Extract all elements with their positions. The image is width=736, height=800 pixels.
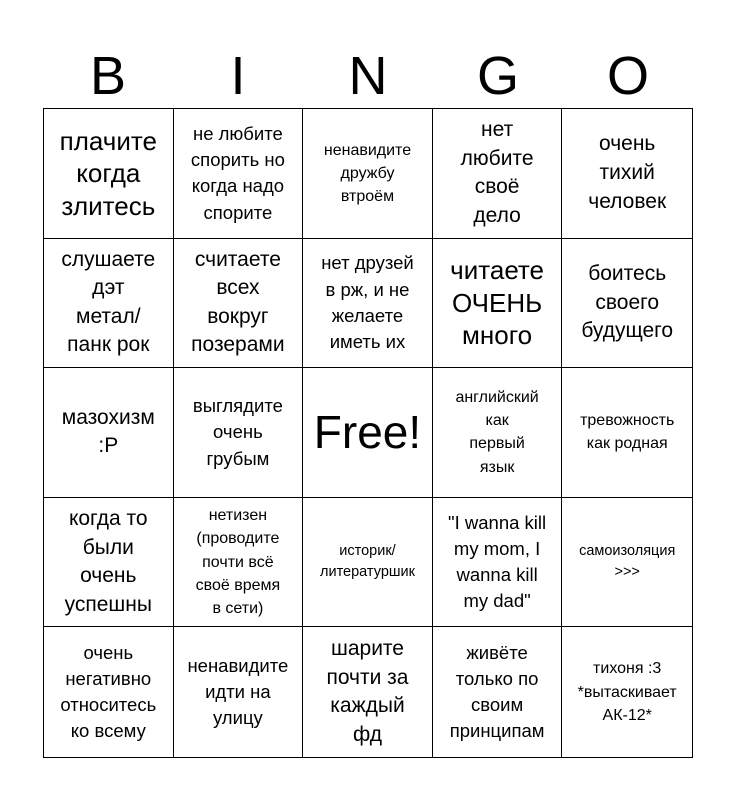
cell-text: шарите почти за каждый фд [326,637,409,746]
bingo-cell-r4c4[interactable] [433,498,563,628]
bingo-cell-r1c2[interactable] [174,109,304,239]
cell-text: историк/ литературшик [320,543,415,581]
cell-text: ненавидите дружбу втроём [323,141,412,205]
bingo-cell-r4c1[interactable] [44,498,174,628]
cell-text: "I wanna kill my mom, I wanna kill my dad" [448,511,547,612]
cell-text: очень тихий человек [588,132,667,213]
header-letter-b: B [89,46,127,106]
bingo-cell-r4c2[interactable] [174,498,304,628]
cell-text: когда то были очень успешны [64,507,152,616]
bingo-cell-r3c2[interactable] [174,368,304,498]
cell-text: мазохизм :P [61,405,155,458]
bingo-cell-r4c3[interactable] [303,498,433,628]
bingo-cell-r2c3[interactable] [303,239,433,369]
header-letter-i: I [230,46,246,106]
cell-text: тихоня :3 *вытаскивает АК-12* [577,660,677,724]
bingo-cell-r1c3[interactable] [303,109,433,239]
free-space-text: Free! [313,406,422,459]
bingo-cell-r5c2[interactable] [174,627,304,757]
cell-text: тревожность как родная [580,412,675,453]
cell-text: боитесь своего будущего [581,262,674,343]
bingo-cell-r5c5[interactable] [562,627,692,757]
cell-text: очень негативно относитесь ко всему [60,641,157,742]
bingo-cell-r2c4[interactable] [433,239,563,369]
bingo-cell-r3c4[interactable] [433,368,563,498]
bingo-cell-r5c3[interactable] [303,627,433,757]
header-letter-g: G [476,46,519,106]
bingo-cell-r5c1[interactable] [44,627,174,757]
cell-text: слушаете дэт метал/ панк рок [61,247,156,357]
bingo-cell-r3c1[interactable] [44,368,174,498]
cell-text: ненавидите идти на улицу [187,654,289,729]
cell-text: плачите когда злитесь [59,125,157,221]
header-letter-o: O [606,46,649,106]
bingo-cell-r1c5[interactable] [562,109,692,239]
bingo-cell-r4c5[interactable] [562,498,692,628]
bingo-cell-r2c5[interactable] [562,239,692,369]
cell-text: живёте только по своим принципам [449,641,545,742]
cell-text: считаете всех вокруг позерами [191,247,285,357]
cell-text: нет любите своё дело [460,118,534,227]
bingo-board [43,108,693,758]
bingo-cell-r2c2[interactable] [174,239,304,369]
header-letter-n: N [348,46,388,106]
cell-text: выглядите очень грубым [192,395,283,469]
bingo-cell-r3c5[interactable] [562,368,692,498]
bingo-cell-r5c4[interactable] [433,627,563,757]
cell-text: самоизоляция >>> [579,543,676,581]
bingo-cell-r1c1[interactable] [44,109,174,239]
cell-text: не любите спорить но когда надо спорите [190,122,285,223]
cell-text: нетизен (проводите почти всё своё время в сети) [195,507,281,617]
bingo-cell-r1c4[interactable] [433,109,563,239]
cell-text: нет друзей в рж, и не желаете иметь их [321,252,414,353]
cell-text: читаете ОЧЕНЬ много [450,255,544,351]
bingo-header [43,44,693,108]
cell-text: английский как первый язык [455,389,539,476]
bingo-cell-r2c1[interactable] [44,239,174,369]
bingo-cell-free[interactable] [303,368,433,498]
